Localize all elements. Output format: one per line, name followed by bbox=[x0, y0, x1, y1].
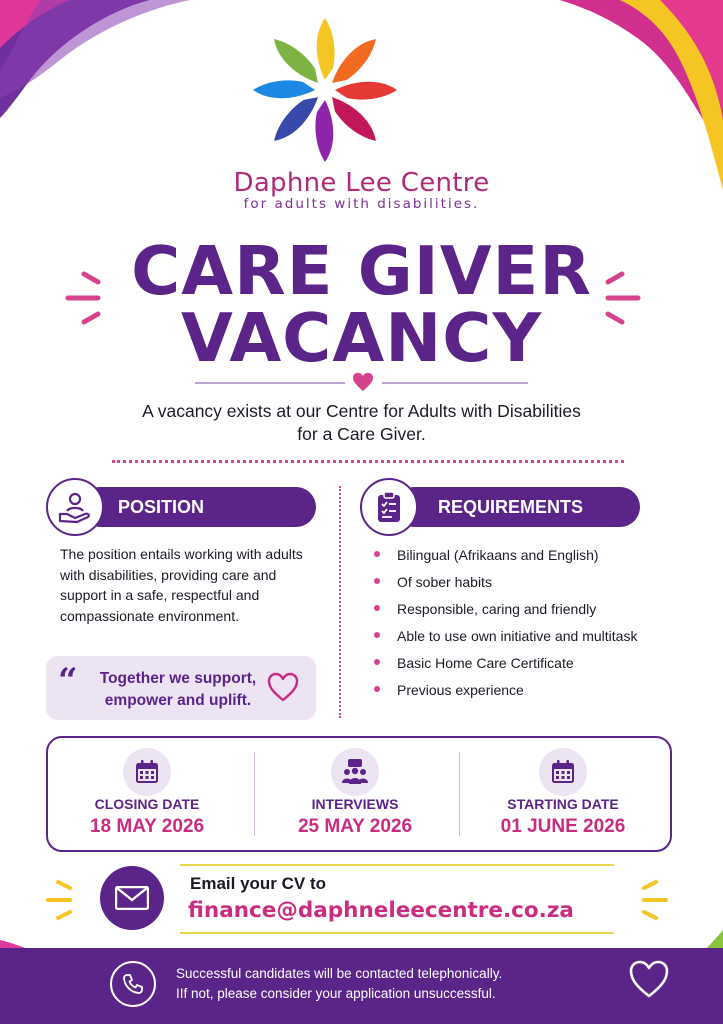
closing-date-value: 18 MAY 2026 bbox=[89, 816, 205, 837]
quote-mark-icon: “ bbox=[58, 661, 78, 701]
title-divider-right bbox=[382, 382, 528, 384]
heart-icon bbox=[352, 372, 374, 392]
centre-logo bbox=[240, 8, 410, 168]
footer-line-2: IIf not, please consider your application unsuccessful. bbox=[176, 986, 496, 1001]
list-item: Responsible, caring and friendly bbox=[372, 599, 637, 626]
clipboard-check-icon bbox=[360, 478, 418, 536]
requirements-heading-label: REQUIREMENTS bbox=[438, 496, 584, 517]
calendar-icon bbox=[123, 748, 171, 796]
dates-separator bbox=[459, 752, 460, 836]
list-item: Of sober habits bbox=[372, 572, 637, 599]
heart-outline-icon bbox=[266, 671, 300, 703]
people-chat-icon bbox=[331, 748, 379, 796]
envelope-icon bbox=[100, 866, 164, 930]
position-description: The position entails working with adults with disabilities, providing care and support in a safe, respectful and compassionate environment. bbox=[60, 546, 303, 624]
list-item: Bilingual (Afrikaans and English) bbox=[372, 545, 637, 572]
quote-line-2: empower and uplift. bbox=[104, 692, 252, 709]
centre-tagline: for adults with disabilities. bbox=[243, 196, 480, 212]
starting-date-value: 01 JUNE 2026 bbox=[500, 816, 626, 837]
footer-note bbox=[176, 964, 596, 1004]
bullet-icon bbox=[374, 551, 380, 557]
requirements-list bbox=[372, 545, 637, 707]
footer-line-1: Successful candidates will be contacted telephonically. bbox=[176, 966, 503, 981]
email-divider-top bbox=[180, 864, 614, 866]
bullet-icon bbox=[374, 632, 380, 638]
centre-name: Daphne Lee Centre bbox=[233, 168, 490, 198]
starting-date-label: STARTING DATE bbox=[507, 796, 619, 812]
section-divider bbox=[112, 460, 624, 463]
phone-icon bbox=[110, 961, 156, 1007]
interviews-date bbox=[255, 736, 455, 852]
position-heading bbox=[80, 487, 316, 527]
left-burst-accent bbox=[62, 266, 106, 330]
quote-text bbox=[88, 668, 268, 712]
requirements-heading bbox=[394, 487, 640, 527]
bullet-icon bbox=[374, 605, 380, 611]
title-line-1: CARE GIVER bbox=[131, 232, 592, 310]
starting-date bbox=[463, 736, 663, 852]
column-divider bbox=[339, 486, 341, 718]
calendar-icon bbox=[539, 748, 587, 796]
interviews-label: INTERVIEWS bbox=[311, 796, 399, 812]
email-label: Email your CV to bbox=[190, 874, 327, 893]
list-item: Basic Home Care Certificate bbox=[372, 653, 637, 680]
intro-line-2: for a Care Giver. bbox=[297, 424, 426, 444]
quote-line-1: Together we support, bbox=[99, 670, 257, 687]
list-item: Able to use own initiative and multitask bbox=[372, 626, 637, 653]
closing-date-label: CLOSING DATE bbox=[94, 796, 200, 812]
footer-heart-icon bbox=[627, 958, 671, 1000]
title-divider-left bbox=[195, 382, 345, 384]
email-divider-bottom bbox=[180, 932, 614, 934]
title-line-2: VACANCY bbox=[181, 299, 542, 377]
bullet-icon bbox=[374, 686, 380, 692]
bullet-icon bbox=[374, 659, 380, 665]
email-burst-right bbox=[638, 876, 670, 924]
bullet-icon bbox=[374, 578, 380, 584]
email-burst-left bbox=[44, 876, 76, 924]
closing-date bbox=[47, 736, 247, 852]
list-item: Previous experience bbox=[372, 680, 637, 707]
intro-text bbox=[0, 400, 723, 446]
position-heading-label: POSITION bbox=[118, 496, 205, 517]
intro-line-1: A vacancy exists at our Centre for Adults with Disabilities bbox=[142, 401, 581, 421]
right-burst-accent bbox=[600, 266, 644, 330]
interviews-value: 25 MAY 2026 bbox=[297, 816, 413, 837]
email-address-link[interactable]: finance@daphneleecentre.co.za bbox=[188, 898, 574, 923]
hands-caring-icon bbox=[46, 478, 104, 536]
